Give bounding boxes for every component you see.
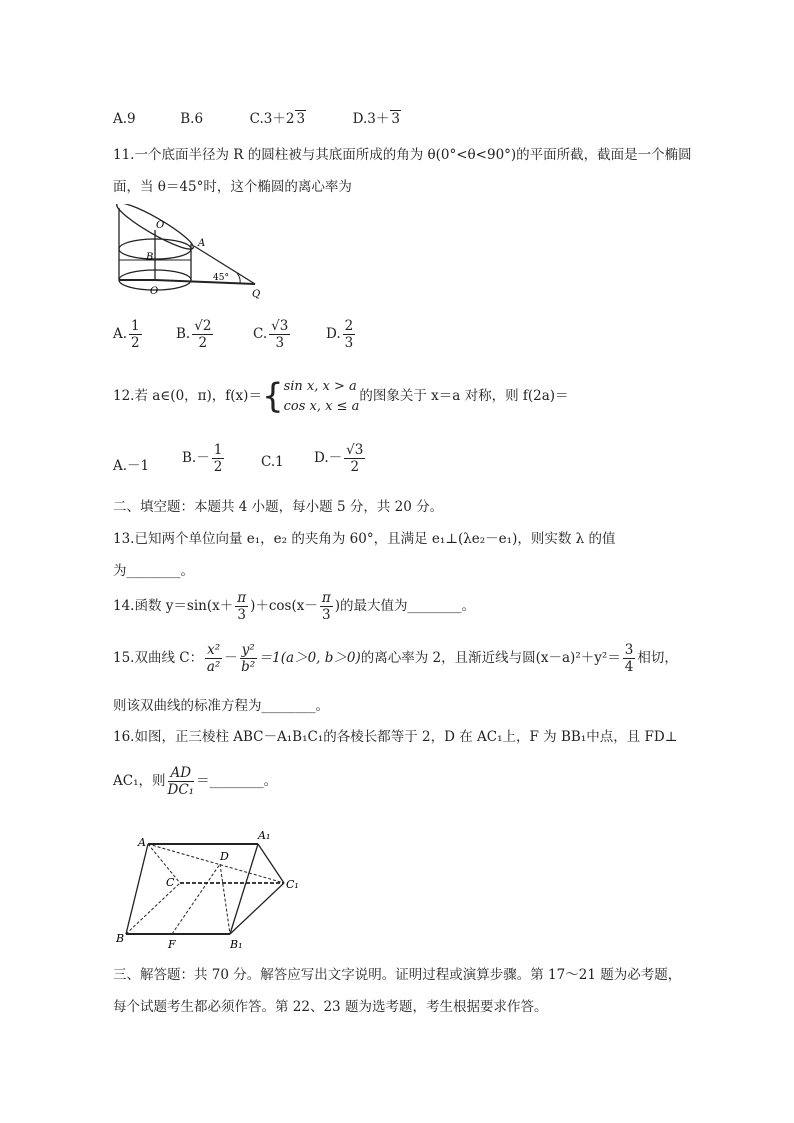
label-B1: B₁ xyxy=(230,938,243,951)
label-D: D xyxy=(220,850,229,863)
label-o-top: O xyxy=(156,220,165,231)
sqrt-3: 3 xyxy=(391,111,400,127)
q12-option-b: B.－ $\frac{1}{2}$ xyxy=(182,442,223,475)
q11-line1: 11.一个底面半径为 R 的圆柱被与其底面所成的角为 θ(0°<θ<90°)的平面所截，截面是一个椭圆 xyxy=(113,147,692,163)
label-a: A xyxy=(198,238,206,249)
q13-line1: 13.已知两个单位向量 e₁，e₂ 的夹角为 60°，且满足 e₁⊥(λe₂－e₁)，则实数 λ 的值 xyxy=(113,531,616,547)
label-C: C xyxy=(166,876,175,889)
section3-line1: 三、解答题：共 70 分。解答应写出文字说明。证明过程或演算步骤。第 17～21 题为必考题， xyxy=(113,967,682,983)
q12-option-c: C.1 xyxy=(261,454,284,470)
q11-option-c: C. $\frac{√3}{3}$ xyxy=(253,318,289,351)
q11-option-d: D. $\frac{2}{3}$ xyxy=(326,318,354,351)
label-C1: C₁ xyxy=(286,878,299,891)
q16-line1: 16.如图，正三棱柱 ABC－A₁B₁C₁的各棱长都等于 2，D 在 AC₁上，F 为 BB₁中点，且 FD⊥ xyxy=(113,729,678,745)
q11-option-b: B. $\frac{√2}{2}$ xyxy=(176,318,212,351)
label-o-bottom: O xyxy=(150,286,159,297)
q11-line2: 面，当 θ＝45°时，这个椭圆的离心率为 xyxy=(113,179,352,195)
section3-line2: 每个试题考生都必须作答。第 22、23 题为选考题，考生根据要求作答。 xyxy=(113,999,548,1015)
label-q: Q xyxy=(252,289,261,300)
q16-line2: AC₁，则 $\frac{AD}{\text{DC₁}}$ ＝________。 xyxy=(113,765,278,798)
q15-line1: 15.双曲线 C： $\frac{\text{x²}}{\text{a²}}$ － $\frac{\text{y²}}{\text{b²}}$ ＝1(a＞0, b＞0)的离心率为 2，且渐近线与圆(x－a)²＋y²＝ $\frac{3}{4}$ 相切， xyxy=(113,642,678,675)
q10-options xyxy=(113,110,401,128)
label-B: B xyxy=(116,932,125,945)
q10-option-b: B.6 xyxy=(180,111,204,127)
cylinder-figure xyxy=(112,204,272,300)
q10-option-d: D.3＋ xyxy=(352,111,390,127)
q12-option-d: D.－ $\frac{√3}{2}$ xyxy=(314,442,364,475)
q10-option-a: A.9 xyxy=(113,111,136,127)
label-A: A xyxy=(138,836,146,849)
sqrt-3: 3 xyxy=(296,111,306,127)
q14: 14.函数 y＝sin(x＋ $\frac{\pi}{3}$ )＋cos(x－ $\frac{\pi}{3}$ )的最大值为________。 xyxy=(113,590,476,623)
label-A1: A₁ xyxy=(258,829,271,842)
label-F: F xyxy=(168,938,176,951)
q15-line2: 则该双曲线的标准方程为________。 xyxy=(113,698,329,714)
q11-option-a: A. $\frac{1}{2}$ xyxy=(113,318,140,351)
q12-stem: 12.若 a∈(0，π)，f(x)＝{ sin x, x > a cos x, x ≤ a 的图象关于 x＝a 对称，则 f(2a)＝ xyxy=(113,376,569,417)
section2-heading: 二、填空题：本题共 4 小题，每小题 5 分，共 20 分。 xyxy=(113,499,444,515)
q10-option-c: C.3＋2 xyxy=(249,111,295,127)
label-angle: 45° xyxy=(213,273,229,283)
q12-option-a: A.－1 xyxy=(113,458,150,474)
label-b: B xyxy=(146,252,154,263)
prism-figure xyxy=(112,826,312,952)
q13-line2: 为________。 xyxy=(113,563,194,579)
